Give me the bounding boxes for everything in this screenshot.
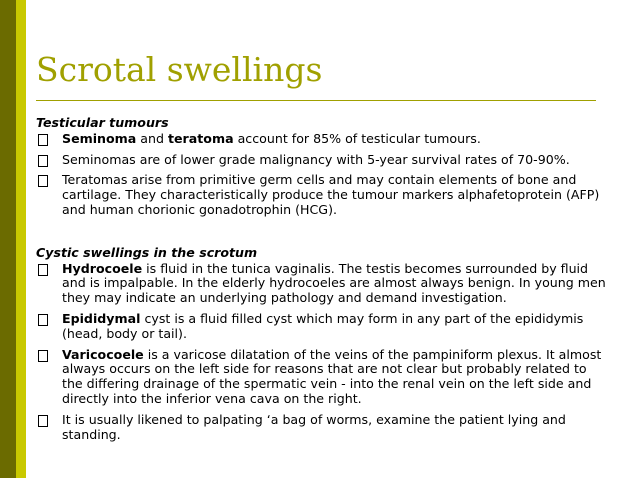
list-item: [36, 132, 606, 147]
bold-term: teratoma: [168, 130, 234, 146]
square-bullet-icon: [38, 350, 48, 362]
list-item: [36, 312, 606, 342]
item-text: cyst is a fluid filled cyst which may form in any part of the epididymis (head, body or tail).: [62, 310, 584, 341]
item-text: It is usually likened to palpating ‘a bag of worms, examine the patient lying and standing.: [62, 411, 566, 442]
list-item: [36, 262, 606, 306]
list-item: [36, 173, 606, 217]
square-bullet-icon: [38, 134, 48, 146]
item-text: is fluid in the tunica vaginalis. The testis becomes surrounded by fluid and is impalpable. In the elderly hydrocoeles are almost always benign. In young men they may indicate an underlying pathology and demand investigation.: [62, 260, 606, 306]
section-heading: Cystic swellings in the scrotum: [36, 244, 258, 260]
square-bullet-icon: [38, 175, 48, 187]
square-bullet-icon: [38, 415, 48, 427]
bold-term: Seminoma: [62, 130, 137, 146]
item-text: Seminomas are of lower grade malignancy with 5-year survival rates of 70-90%.: [62, 151, 570, 167]
section-heading: Testicular tumours: [36, 115, 169, 130]
bold-term: Varicocoele: [62, 346, 144, 362]
bullet-list: [36, 132, 606, 218]
bullet-list: [36, 262, 606, 443]
slide-content: [36, 116, 606, 448]
square-bullet-icon: [38, 155, 48, 167]
bold-term: Epididymal: [62, 310, 141, 326]
item-text: Teratomas arise from primitive germ cells and may contain elements of bone and cartilage. They characteristically produce the tumour markers alphafetoprotein (AFP) and human chorionic gonadotrophin (HCG).: [62, 172, 600, 217]
left-accent-bar-dark: [0, 0, 16, 478]
item-text: is a varicose dilatation of the veins of the pampiniform plexus. It almost always occurs on the left side for reasons that are not clear but probably related to the differing drainage of the spermatic vein - into the renal vein on the left side and directly into the inferior vena cava on the right.: [62, 346, 602, 406]
list-item: [36, 348, 606, 407]
list-item: [36, 153, 606, 168]
square-bullet-icon: [38, 314, 48, 326]
item-text: and: [136, 130, 168, 146]
list-item: [36, 413, 606, 443]
square-bullet-icon: [38, 264, 48, 276]
left-accent-bar-light: [16, 0, 26, 478]
bold-term: Hydrocoele: [62, 260, 143, 276]
slide-title: Scrotal swellings: [36, 50, 323, 89]
title-divider: [36, 100, 596, 101]
item-text: account for 85% of testicular tumours.: [233, 130, 481, 146]
